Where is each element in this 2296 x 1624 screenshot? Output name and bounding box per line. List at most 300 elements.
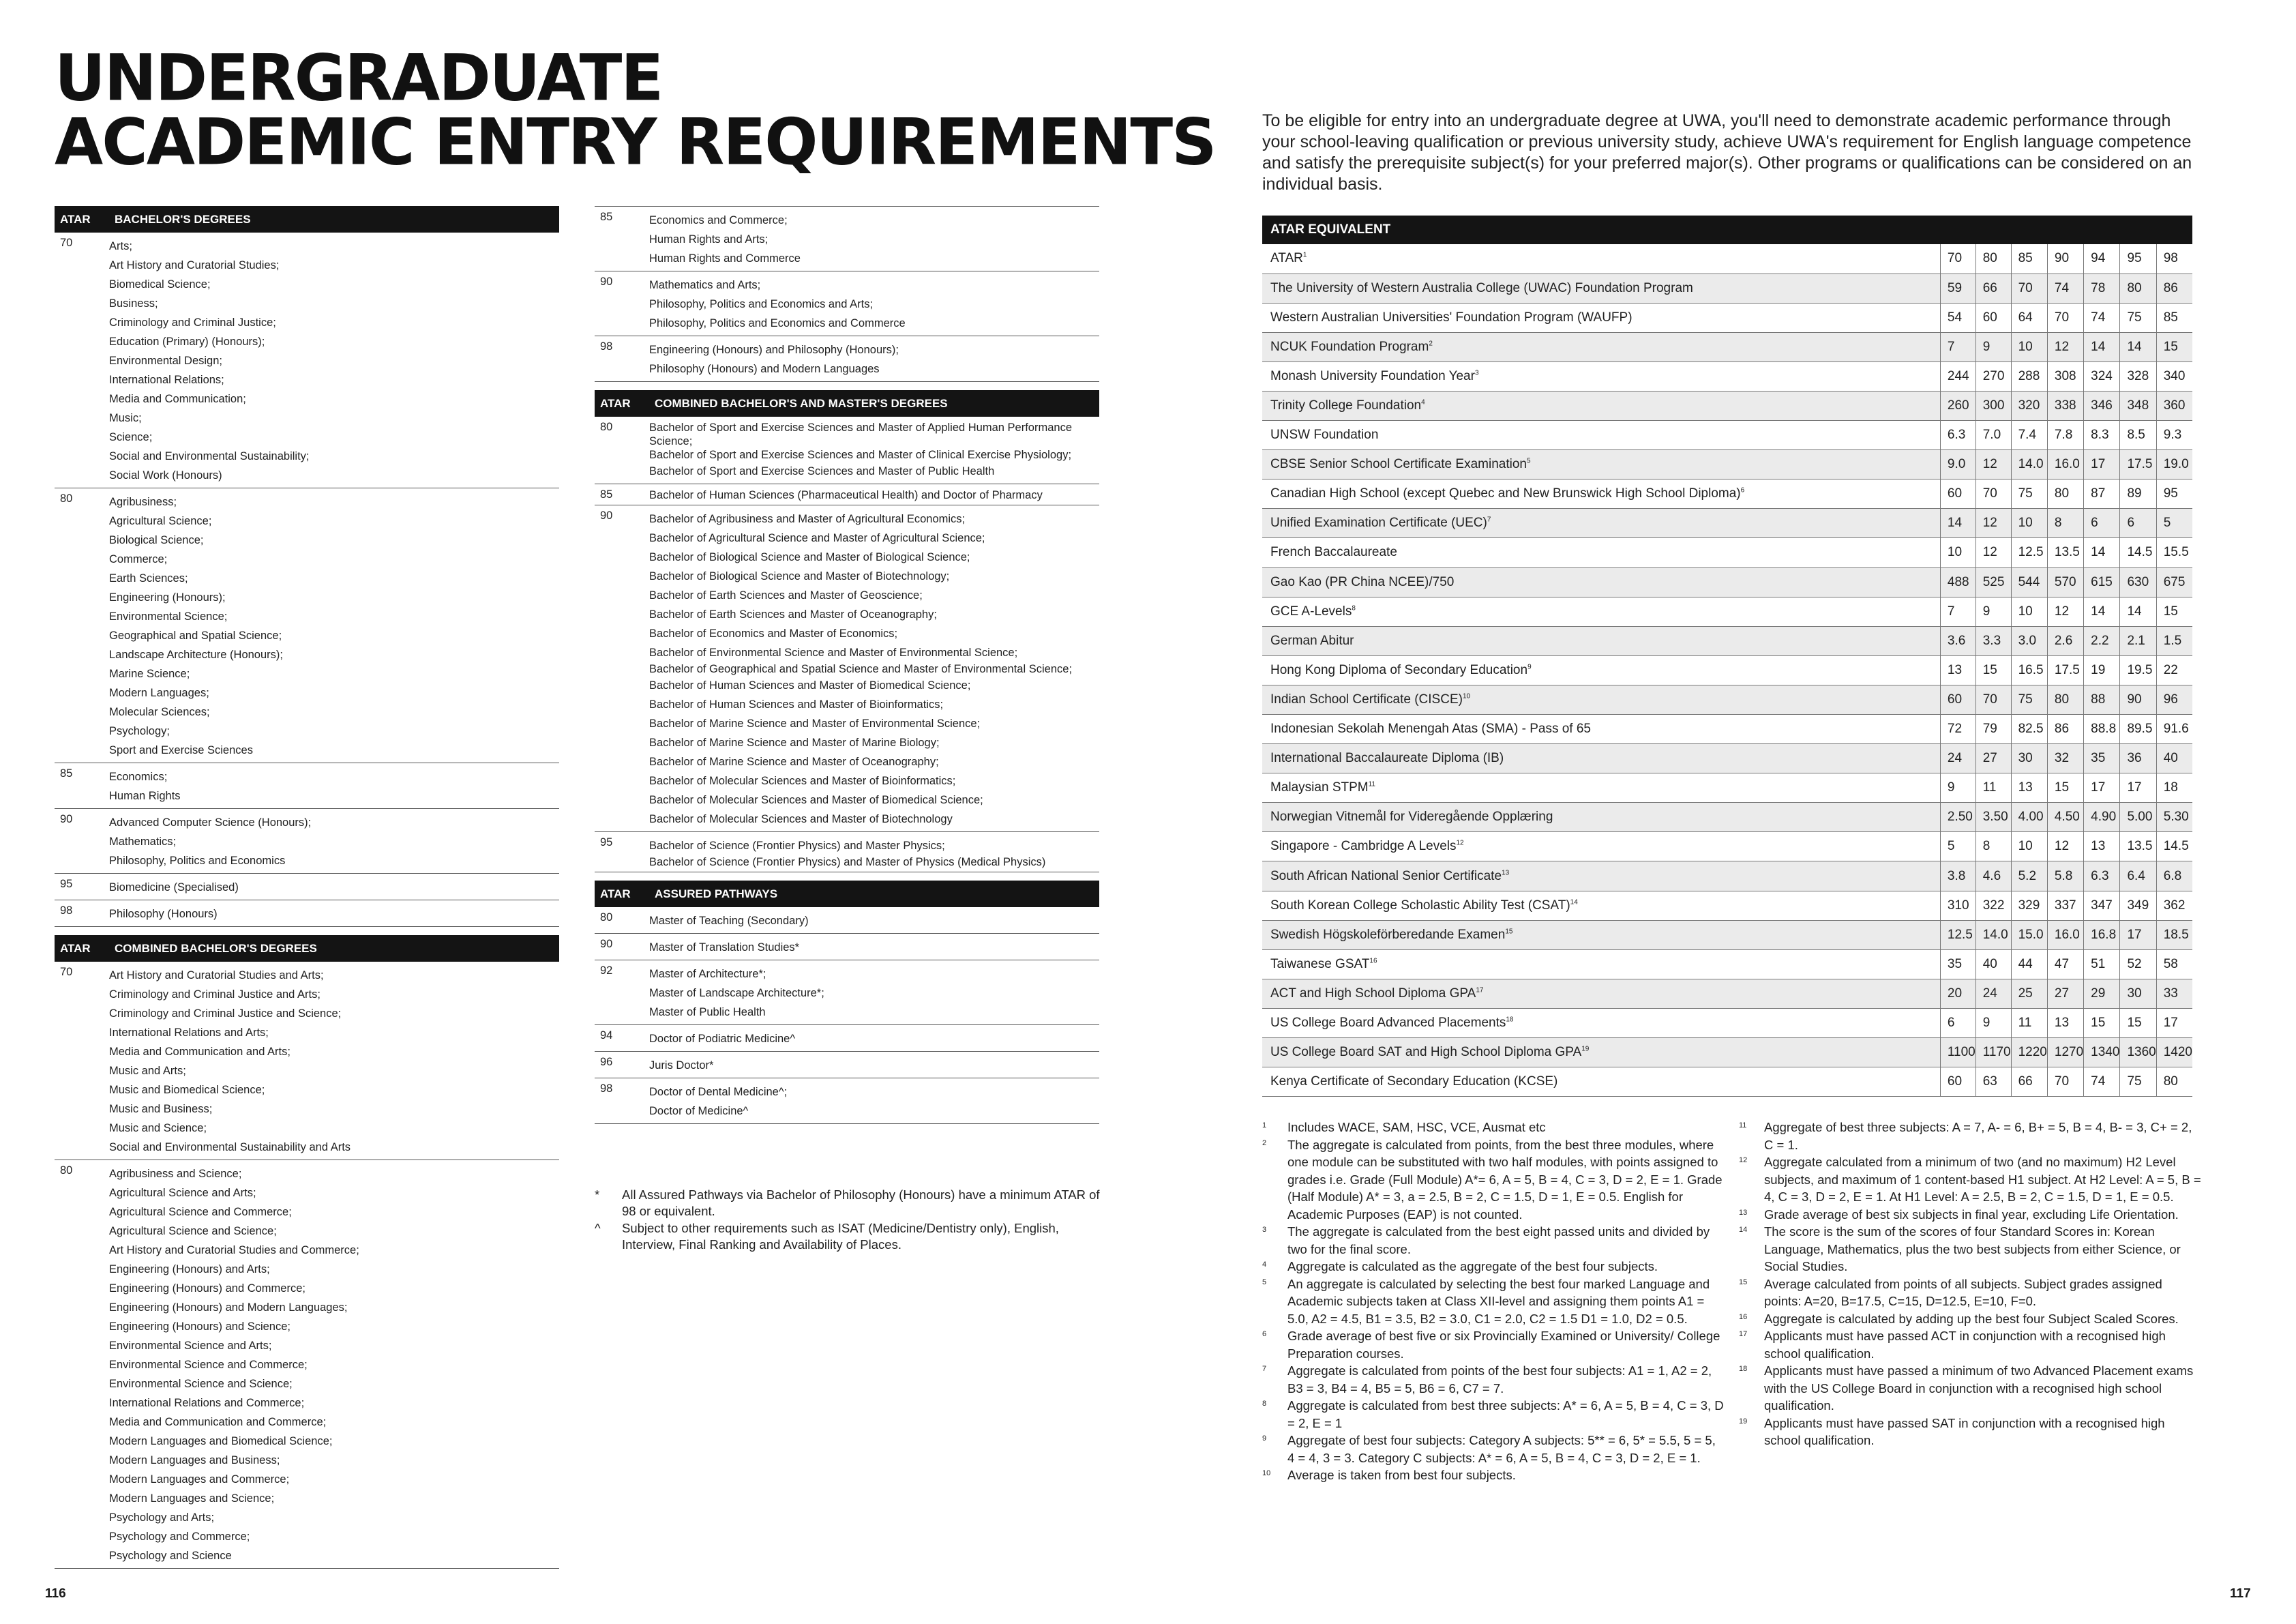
degree-item: Bachelor of Molecular Sciences and Master of Biotechnology	[649, 813, 953, 825]
score-cell: 24	[1940, 744, 1976, 773]
footnote	[1262, 1432, 1726, 1466]
page-number-right: 117	[2230, 1586, 2251, 1601]
degree-item: Environmental Science and Commerce;	[109, 1359, 308, 1371]
score-cell: 570	[2047, 567, 2083, 597]
footnote-text: Aggregate is calculated as the aggregate of the best four subjects.	[1287, 1259, 1658, 1273]
score-cell: 59	[1940, 274, 1976, 303]
pathways-header: ATAR ASSURED PATHWAYS	[595, 881, 1099, 907]
score-cell: 20	[1940, 979, 1976, 1008]
degree-item: Commerce;	[109, 553, 168, 565]
degree-item: Environmental Science and Arts;	[109, 1340, 272, 1352]
atar-score: 92	[600, 964, 613, 977]
score-cell: 324	[2084, 361, 2120, 391]
score-cell: 17	[2120, 773, 2156, 803]
qualification-name: Taiwanese GSAT$^{16}$	[1262, 949, 1940, 979]
footnote-text: The aggregate is calculated from the best eight passed units and divided by two for the final score.	[1287, 1224, 1710, 1256]
score-cell: 10	[2011, 332, 2047, 361]
score-cell: 347	[2084, 891, 2120, 920]
atar-group	[595, 1025, 1099, 1052]
score-cell: 544	[2011, 567, 2047, 597]
score-cell: 17	[2084, 773, 2120, 803]
score-cell: 60	[1940, 1067, 1976, 1097]
score-cell: 6.4	[2120, 861, 2156, 891]
score-cell: 88.8	[2084, 715, 2120, 744]
table-row	[1262, 744, 2192, 773]
score-cell: 75	[2120, 303, 2156, 332]
note-symbol: ^	[595, 1221, 601, 1235]
score-cell: 329	[2011, 891, 2047, 920]
score-cell: 7.0	[1976, 421, 2011, 450]
atar-equivalent-table	[1262, 216, 2192, 1097]
degree-item: Agricultural Science and Commerce;	[109, 1206, 292, 1218]
note-text: Subject to other requirements such as ISAT (Medicine/Dentistry only), English, Interview, Final Ranking and Availability of Places.	[622, 1221, 1059, 1252]
atar-score: 80	[60, 1164, 73, 1177]
score-cell: 24	[1976, 979, 2011, 1008]
degree-item: Bachelor of Biological Science and Master of Biological Science;	[649, 551, 970, 563]
score-cell: 52	[2120, 949, 2156, 979]
degree-item: Bachelor of Geographical and Spatial Science and Master of Environmental Science;	[649, 663, 1073, 675]
score-cell: 338	[2047, 391, 2083, 420]
qualification-name: Swedish Högskoleförberedande Examen$^{15}$	[1262, 920, 1940, 949]
footnote	[1262, 1397, 1726, 1432]
footnote	[1262, 1223, 1726, 1258]
footnote	[1262, 1362, 1726, 1397]
atar-score: 95	[60, 878, 73, 890]
score-cell: 320	[2011, 391, 2047, 420]
degree-item: Master of Translation Studies*	[649, 941, 800, 954]
footnote-number: 3	[1262, 1226, 1267, 1234]
atar-group	[55, 900, 559, 927]
score-cell: 87	[2084, 479, 2120, 509]
footnote-number: 15	[1739, 1278, 1748, 1286]
score-cell: 9	[1976, 597, 2011, 626]
score-cell: 33	[2156, 979, 2192, 1008]
score-cell: 70	[2047, 303, 2083, 332]
score-cell: 19	[2084, 655, 2120, 685]
footnote	[1739, 1153, 2203, 1206]
score-cell: 29	[2084, 979, 2120, 1008]
table-body	[1262, 244, 2192, 1097]
score-cell: 15	[2047, 773, 2083, 803]
score-cell: 17	[2156, 1008, 2192, 1037]
footnote	[1262, 1119, 1726, 1136]
score-cell: 310	[1940, 891, 1976, 920]
table-row	[1262, 626, 2192, 655]
score-cell: 22	[2156, 655, 2192, 685]
score-cell: 260	[1940, 391, 1976, 420]
score-cell: 14.0	[2011, 450, 2047, 479]
degree-item: Philosophy (Honours)	[109, 908, 218, 920]
footnote	[1739, 1327, 2203, 1362]
score-cell: 10	[2011, 832, 2047, 861]
table-row	[1262, 1067, 2192, 1097]
footnote-number: 17	[1739, 1330, 1748, 1338]
footnote-text: Applicants must have passed SAT in conjunction with a recognised high school qualification.	[1764, 1415, 2165, 1447]
footnote-text: Aggregate is calculated from points of the best four subjects: A1 = 1, A2 = 2, B3 = 3, B4 = 4, B5 = 5, B6 = 6, C7 = 7.	[1287, 1363, 1712, 1396]
atar-group	[595, 960, 1099, 1025]
score-cell: 6	[2120, 509, 2156, 538]
atar-score: 90	[600, 276, 613, 288]
footnote-number: 19	[1739, 1417, 1748, 1426]
combined-cont-list	[595, 206, 1099, 382]
atar-score: 80	[600, 911, 613, 924]
degree-item: Bachelor of Earth Sciences and Master of Geoscience;	[649, 589, 923, 602]
degree-item: Media and Communication and Commerce;	[109, 1416, 327, 1428]
table-row	[1262, 1008, 2192, 1037]
score-cell: 328	[2120, 361, 2156, 391]
atar-group	[595, 934, 1099, 960]
degree-item: Modern Languages and Business;	[109, 1454, 280, 1466]
degree-item: Marine Science;	[109, 668, 190, 680]
degree-item: Environmental Science and Science;	[109, 1378, 293, 1390]
score-cell: 15	[1976, 655, 2011, 685]
degree-item: Music and Science;	[109, 1122, 207, 1134]
score-cell: 308	[2047, 361, 2083, 391]
degree-item: Psychology and Science	[109, 1550, 232, 1562]
footnote-text: Grade average of best six subjects in final year, excluding Life Orientation.	[1764, 1207, 2179, 1222]
bachelors-list	[55, 233, 559, 927]
score-cell: 9	[1976, 332, 2011, 361]
degree-item: Doctor of Medicine^	[649, 1105, 749, 1117]
score-cell: 14.5	[2156, 832, 2192, 861]
score-cell: 15	[2156, 597, 2192, 626]
degree-item: Music and Arts;	[109, 1065, 186, 1077]
atar-group	[55, 874, 559, 900]
degree-item: International Relations;	[109, 374, 224, 386]
score-cell: 3.8	[1940, 861, 1976, 891]
score-cell: 6	[1940, 1008, 1976, 1037]
footnote-text: Average calculated from points of all subjects. Subject grades assigned points: A=20, B=17.5, C=15, D=12.5, E=10, F=0.	[1764, 1276, 2162, 1308]
score-cell: 40	[2156, 744, 2192, 773]
degree-item: Sport and Exercise Sciences	[109, 744, 253, 756]
score-cell: 60	[1940, 479, 1976, 509]
footnote	[1262, 1275, 1726, 1328]
score-cell: 4.00	[2011, 803, 2047, 832]
score-cell: 2.6	[2047, 626, 2083, 655]
table-row	[1262, 920, 2192, 949]
score-cell: 1340	[2084, 1038, 2120, 1067]
qualification-name: Monash University Foundation Year$^3$	[1262, 361, 1940, 391]
atar-group	[595, 336, 1099, 382]
score-cell: 16.0	[2047, 450, 2083, 479]
footnote-text: Applicants must have passed ACT in conjunction with a recognised high school qualification.	[1764, 1329, 2166, 1361]
degree-item: Biological Science;	[109, 534, 204, 546]
qualification-name: Gao Kao (PR China NCEE)/750	[1262, 567, 1940, 597]
atar-score: 85	[60, 767, 73, 780]
score-cell: 89	[2120, 479, 2156, 509]
score-cell: 40	[1976, 949, 2011, 979]
degree-item: Art History and Curatorial Studies and Arts;	[109, 969, 324, 981]
footnote-number: 2	[1262, 1138, 1267, 1147]
score-cell: 58	[2156, 949, 2192, 979]
score-cell: 615	[2084, 567, 2120, 597]
footnote	[1739, 1275, 2203, 1310]
qualification-name: Western Australian Universities' Foundation Program (WAUFP)	[1262, 303, 1940, 332]
score-cell: 8.3	[2084, 421, 2120, 450]
degree-item: Engineering (Honours) and Philosophy (Honours);	[649, 344, 899, 356]
degree-item: Art History and Curatorial Studies;	[109, 259, 280, 271]
footnote	[1739, 1310, 2203, 1328]
pathway-notes	[595, 1187, 1113, 1254]
degree-item: Bachelor of Science (Frontier Physics) and Master of Physics (Medical Physics)	[649, 856, 1046, 868]
atar-group	[595, 1052, 1099, 1078]
degree-item: Social and Environmental Sustainability;	[109, 450, 310, 462]
score-cell: 35	[2084, 744, 2120, 773]
score-cell: 5	[1940, 832, 1976, 861]
degree-item: Philosophy (Honours) and Modern Languages	[649, 363, 880, 375]
atar-score: 98	[60, 904, 73, 917]
qualification-name: Hong Kong Diploma of Secondary Education$^9$	[1262, 655, 1940, 685]
score-cell: 244	[1940, 361, 1976, 391]
degree-item: Engineering (Honours) and Modern Languages;	[109, 1301, 348, 1314]
score-cell: 322	[1976, 891, 2011, 920]
score-cell: 32	[2047, 744, 2083, 773]
score-cell: 2.1	[2120, 626, 2156, 655]
combined-list	[55, 962, 559, 1569]
atar-group	[595, 417, 1099, 484]
degree-item: Bachelor of Sport and Exercise Sciences and Master of Clinical Exercise Physiology;	[649, 449, 1072, 461]
score-cell: 9.3	[2156, 421, 2192, 450]
degree-item: Bachelor of Agricultural Science and Master of Agricultural Science;	[649, 532, 985, 544]
degree-item: Philosophy, Politics and Economics	[109, 855, 286, 867]
score-cell: 300	[1976, 391, 2011, 420]
footnote-text: Aggregate calculated from a minimum of two (and no maximum) H2 Level subjects, and maximum of 1 content-based H1 subject. At H2 Level: A = 5, B = 4, C = 3, D = 2, E = 1. At H1 Level: A = 2.5, B = 2, C = 1.5, D = 1, E = 0.5.	[1764, 1155, 2201, 1204]
footnote	[1262, 1327, 1726, 1362]
qualification-name: Trinity College Foundation$^4$	[1262, 391, 1940, 420]
score-cell: 94	[2084, 244, 2120, 274]
title-line-2: ACADEMIC ENTRY REQUIREMENTS	[55, 104, 1216, 179]
table-row	[1262, 450, 2192, 479]
atar-score: 94	[600, 1029, 613, 1042]
degree-item: Criminology and Criminal Justice and Science;	[109, 1007, 342, 1020]
degree-item: Modern Languages and Science;	[109, 1492, 275, 1505]
score-cell: 80	[1976, 244, 2011, 274]
score-cell: 14	[2084, 538, 2120, 567]
degree-item: Engineering (Honours);	[109, 591, 226, 604]
table-row	[1262, 538, 2192, 567]
score-cell: 12	[1976, 538, 2011, 567]
score-cell: 19.0	[2156, 450, 2192, 479]
score-cell: 9	[1940, 773, 1976, 803]
score-cell: 12	[1976, 509, 2011, 538]
degree-item: Music;	[109, 412, 142, 424]
bachelors-header: ATAR BACHELOR'S DEGREES	[55, 206, 559, 233]
table-row	[1262, 391, 2192, 420]
degree-item: Criminology and Criminal Justice;	[109, 316, 276, 329]
score-cell: 675	[2156, 567, 2192, 597]
score-cell: 35	[1940, 949, 1976, 979]
score-cell: 5.00	[2120, 803, 2156, 832]
footnote	[1262, 1466, 1726, 1484]
score-cell: 51	[2084, 949, 2120, 979]
degree-item: Modern Languages;	[109, 687, 209, 699]
degree-item: Art History and Curatorial Studies and Commerce;	[109, 1244, 359, 1256]
score-cell: 70	[2047, 1067, 2083, 1097]
qualification-name: ATAR$^1$	[1262, 244, 1940, 274]
qualification-name: NCUK Foundation Program$^2$	[1262, 332, 1940, 361]
score-cell: 7.4	[2011, 421, 2047, 450]
score-cell: 12	[2047, 332, 2083, 361]
score-cell: 85	[2156, 303, 2192, 332]
table-row	[1262, 244, 2192, 274]
score-cell: 82.5	[2011, 715, 2047, 744]
atar-group	[55, 488, 559, 763]
score-cell: 60	[1976, 303, 2011, 332]
atar-score: 90	[600, 938, 613, 950]
footnote-number: 5	[1262, 1278, 1267, 1286]
degree-item: Bachelor of Molecular Sciences and Master of Biomedical Science;	[649, 794, 983, 806]
footnote-text: Grade average of best five or six Provincially Examined or University/ College Preparation courses.	[1287, 1329, 1720, 1361]
degree-item: Psychology and Arts;	[109, 1511, 215, 1524]
score-cell: 10	[2011, 597, 2047, 626]
combined-header: ATAR COMBINED BACHELOR'S DEGREES	[55, 935, 559, 962]
degree-item: Doctor of Podiatric Medicine^	[649, 1033, 796, 1045]
score-cell: 17	[2084, 450, 2120, 479]
qualification-name: The University of Western Australia College (UWAC) Foundation Program	[1262, 274, 1940, 303]
score-cell: 5.30	[2156, 803, 2192, 832]
score-cell: 1170	[1976, 1038, 2011, 1067]
score-cell: 3.6	[1940, 626, 1976, 655]
atar-group	[595, 207, 1099, 271]
degree-item: Molecular Sciences;	[109, 706, 210, 718]
score-cell: 70	[1976, 685, 2011, 714]
score-cell: 12	[2047, 597, 2083, 626]
score-cell: 9.0	[1940, 450, 1976, 479]
score-cell: 349	[2120, 891, 2156, 920]
degree-item: Engineering (Honours) and Arts;	[109, 1263, 270, 1275]
table-row	[1262, 949, 2192, 979]
footnote-text: Applicants must have passed a minimum of two Advanced Placement exams with the US College Board in conjunction with a recognised high school qualification.	[1764, 1363, 2194, 1413]
atar-score: 98	[600, 1082, 613, 1095]
score-cell: 1.5	[2156, 626, 2192, 655]
score-cell: 488	[1940, 567, 1976, 597]
score-cell: 78	[2084, 274, 2120, 303]
masters-list	[595, 417, 1099, 872]
degree-item: Bachelor of Sport and Exercise Sciences and Master of Public Health	[649, 465, 995, 477]
footnote-text: Average is taken from best four subjects.	[1287, 1468, 1516, 1482]
atar-group	[55, 809, 559, 874]
score-cell: 1270	[2047, 1038, 2083, 1067]
score-cell: 288	[2011, 361, 2047, 391]
degree-item: Agribusiness;	[109, 496, 177, 508]
score-cell: 80	[2047, 685, 2083, 714]
atar-score: 80	[600, 421, 613, 433]
footnote-number: 10	[1262, 1469, 1271, 1477]
qualification-name: Indonesian Sekolah Menengah Atas (SMA) - Pass of 65	[1262, 715, 1940, 744]
score-cell: 12	[2047, 832, 2083, 861]
score-cell: 16.8	[2084, 920, 2120, 949]
degree-item: Bachelor of Earth Sciences and Master of Oceanography;	[649, 608, 937, 621]
qualification-name: South Korean College Scholastic Ability Test (CSAT)$^{14}$	[1262, 891, 1940, 920]
score-cell: 4.90	[2084, 803, 2120, 832]
score-cell: 18.5	[2156, 920, 2192, 949]
score-cell: 525	[1976, 567, 2011, 597]
score-cell: 14.0	[1976, 920, 2011, 949]
score-cell: 89.5	[2120, 715, 2156, 744]
score-cell: 337	[2047, 891, 2083, 920]
score-cell: 16.5	[2011, 655, 2047, 685]
footnote-text: Aggregate of best three subjects: A = 7, A- = 6, B+ = 5, B = 4, B- = 3, C+ = 2, C = 1.	[1764, 1120, 2192, 1152]
score-cell: 10	[1940, 538, 1976, 567]
score-cell: 16.0	[2047, 920, 2083, 949]
qualification-name: Unified Examination Certificate (UEC)$^7$	[1262, 509, 1940, 538]
score-cell: 13.5	[2047, 538, 2083, 567]
score-cell: 27	[1976, 744, 2011, 773]
footnote-number: 16	[1739, 1312, 1748, 1321]
footnote	[1739, 1415, 2203, 1449]
degree-item: Engineering (Honours) and Science;	[109, 1320, 290, 1333]
degree-item: Economics;	[109, 771, 168, 783]
degree-item: Philosophy, Politics and Economics and Commerce	[649, 317, 906, 329]
score-cell: 98	[2156, 244, 2192, 274]
degree-item: Landscape Architecture (Honours);	[109, 649, 283, 661]
footnote-text: Includes WACE, SAM, HSC, VCE, Ausmat etc	[1287, 1120, 1546, 1134]
atar-group	[55, 962, 559, 1160]
score-cell: 1100	[1940, 1038, 1976, 1067]
atar-group	[595, 832, 1099, 872]
footnote-number: 9	[1262, 1434, 1267, 1443]
degree-item: Business;	[109, 297, 158, 310]
score-cell: 17.5	[2120, 450, 2156, 479]
score-cell: 4.6	[1976, 861, 2011, 891]
degree-item: Environmental Science;	[109, 610, 228, 623]
score-cell: 13.5	[2120, 832, 2156, 861]
pathways-list	[595, 907, 1099, 1124]
footnote-number: 4	[1262, 1260, 1267, 1269]
degree-item: Philosophy, Politics and Economics and Arts;	[649, 298, 874, 310]
atar-score: 85	[600, 488, 613, 501]
footnote-number: 13	[1739, 1208, 1748, 1217]
score-cell: 88	[2084, 685, 2120, 714]
footnote-text: An aggregate is calculated by selecting the best four marked Language and Academic subjects taken at Class XII-level and assigning them points A1 = 5.0, A2 = 4.5, B1 = 3.5, B2 = 3.0, C1 = 2.0, C2 = 1.5 D1 = 1.0, D2 = 0.5.	[1287, 1276, 1710, 1326]
atar-score: 85	[600, 211, 613, 223]
score-cell: 47	[2047, 949, 2083, 979]
degree-item: Agribusiness and Science;	[109, 1168, 242, 1180]
table-row	[1262, 832, 2192, 861]
degree-item: Modern Languages and Commerce;	[109, 1473, 290, 1486]
table-row	[1262, 361, 2192, 391]
degree-item: Geographical and Spatial Science;	[109, 630, 282, 642]
score-cell: 3.3	[1976, 626, 2011, 655]
degree-item: Master of Teaching (Secondary)	[649, 915, 809, 927]
score-cell: 11	[1976, 773, 2011, 803]
degree-item: Mathematics;	[109, 836, 177, 848]
score-cell: 80	[2120, 274, 2156, 303]
table-row	[1262, 567, 2192, 597]
qualification-name: Kenya Certificate of Secondary Education (KCSE)	[1262, 1067, 1940, 1097]
score-cell: 7	[1940, 332, 1976, 361]
atar-score: 80	[60, 492, 73, 505]
table-row	[1262, 479, 2192, 509]
degree-item: Master of Public Health	[649, 1006, 766, 1018]
atar-group	[595, 505, 1099, 832]
footnote	[1739, 1206, 2203, 1224]
table-row	[1262, 891, 2192, 920]
atar-group	[595, 1078, 1099, 1124]
score-cell: 8	[1976, 832, 2011, 861]
footnote-number: 7	[1262, 1365, 1267, 1373]
score-cell: 2.2	[2084, 626, 2120, 655]
score-cell: 91.6	[2156, 715, 2192, 744]
degree-item: Criminology and Criminal Justice and Arts;	[109, 988, 320, 1001]
atar-group	[595, 271, 1099, 336]
qualification-name: GCE A-Levels$^8$	[1262, 597, 1940, 626]
table-row	[1262, 509, 2192, 538]
score-cell: 6	[2084, 509, 2120, 538]
degree-item: Social and Environmental Sustainability and Arts	[109, 1141, 351, 1153]
score-cell: 80	[2047, 479, 2083, 509]
atar-group	[55, 233, 559, 488]
